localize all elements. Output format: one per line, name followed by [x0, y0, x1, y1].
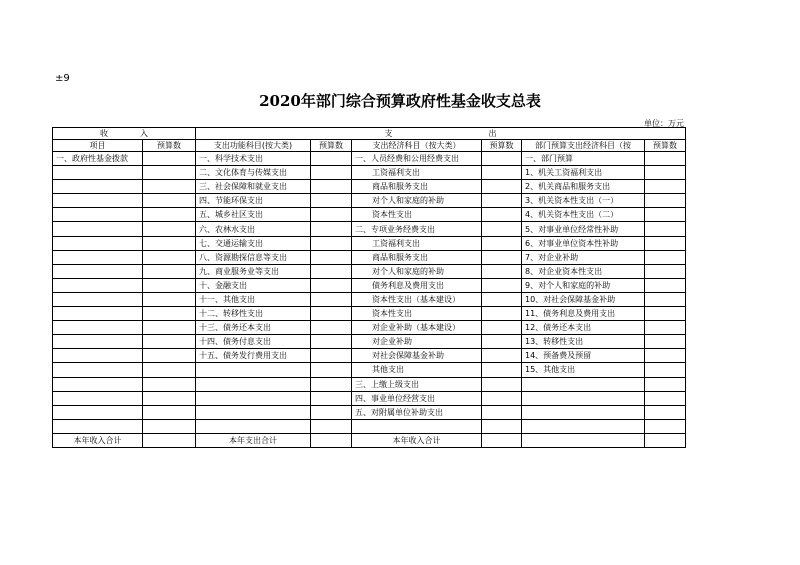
func-budget-cell	[311, 307, 352, 321]
func-item-cell	[196, 363, 311, 377]
func-item-cell: 八、资源勘探信息等支出	[196, 250, 311, 264]
econ-item-cell: 资本性支出	[352, 307, 482, 321]
income-item-cell	[53, 250, 143, 264]
dept-total-value	[645, 433, 686, 447]
table-row	[53, 292, 686, 306]
econ-item-cell	[352, 419, 482, 433]
dept-budget-cell	[645, 166, 686, 180]
econ-budget-cell	[482, 180, 522, 194]
page-title: 2020年部门综合预算政府性基金收支总表	[259, 92, 541, 110]
dept-item-cell: 5、对事业单位经常性补助	[522, 222, 645, 236]
econ-total-value	[482, 433, 522, 447]
dept-budget-cell	[645, 222, 686, 236]
dept-budget-cell	[645, 292, 686, 306]
dept-budget-cell	[645, 405, 686, 419]
econ-budget-cell	[482, 363, 522, 377]
income-budget-cell	[143, 391, 196, 405]
dept-item-cell: 3、机关资本性支出（一）	[522, 194, 645, 208]
income-item-cell	[53, 208, 143, 222]
econ-budget-cell	[482, 264, 522, 278]
dept-item-cell: 8、对企业资本性支出	[522, 264, 645, 278]
econ-budget-cell	[482, 349, 522, 363]
func-item-cell: 七、交通运输支出	[196, 236, 311, 250]
func-item-cell: 十三、债务还本支出	[196, 321, 311, 335]
func-budget-cell	[311, 349, 352, 363]
table-row	[53, 166, 686, 180]
dept-budget-cell	[645, 278, 686, 292]
income-budget-cell	[143, 236, 196, 250]
dept-item-cell: 1、机关工资福利支出	[522, 166, 645, 180]
func-budget-cell	[311, 391, 352, 405]
col-budget-header: 预算数	[482, 140, 522, 152]
dept-item-cell	[522, 391, 645, 405]
table-row	[53, 405, 686, 419]
econ-item-cell: 对社会保障基金补助	[352, 349, 482, 363]
col-budget-header: 预算数	[645, 140, 686, 152]
func-budget-cell	[311, 236, 352, 250]
income-budget-cell	[143, 335, 196, 349]
econ-budget-cell	[482, 152, 522, 166]
income-budget-cell	[143, 307, 196, 321]
func-budget-cell	[311, 292, 352, 306]
dept-item-cell	[522, 377, 645, 391]
func-budget-cell	[311, 152, 352, 166]
func-item-cell: 十二、转移性支出	[196, 307, 311, 321]
income-total-value	[143, 433, 196, 447]
econ-item-cell: 债务利息及费用支出	[352, 278, 482, 292]
econ-budget-cell	[482, 307, 522, 321]
func-budget-cell	[311, 194, 352, 208]
econ-item-cell: 商品和服务支出	[352, 250, 482, 264]
econ-budget-cell	[482, 208, 522, 222]
func-item-cell: 五、城乡社区支出	[196, 208, 311, 222]
dept-budget-cell	[645, 349, 686, 363]
dept-item-cell: 11、债务利息及费用支出	[522, 307, 645, 321]
dept-item-cell: 7、对企业补助	[522, 250, 645, 264]
econ-budget-cell	[482, 419, 522, 433]
econ-budget-cell	[482, 335, 522, 349]
table-row	[53, 419, 686, 433]
func-budget-cell	[311, 321, 352, 335]
col-budget-header: 预算数	[311, 140, 352, 152]
income-item-cell	[53, 194, 143, 208]
income-budget-cell	[143, 264, 196, 278]
income-item-cell	[53, 349, 143, 363]
dept-budget-cell	[645, 363, 686, 377]
income-budget-cell	[143, 180, 196, 194]
dept-budget-cell	[645, 335, 686, 349]
col-item-header: 项目	[53, 140, 143, 152]
func-budget-cell	[311, 222, 352, 236]
col-func-header: 支出功能科目(按大类)	[196, 140, 311, 152]
income-item-cell	[53, 377, 143, 391]
header-row-1	[53, 128, 686, 140]
col-budget-header: 预算数	[143, 140, 196, 152]
dept-item-cell	[522, 405, 645, 419]
func-budget-cell	[311, 278, 352, 292]
econ-item-cell: 三、上缴上级支出	[352, 377, 482, 391]
income-header: 收 入	[53, 128, 196, 140]
econ-budget-cell	[482, 391, 522, 405]
func-budget-cell	[311, 405, 352, 419]
expenditure-header: 支 出	[196, 128, 686, 140]
econ-item-cell: 商品和服务支出	[352, 180, 482, 194]
func-budget-cell	[311, 377, 352, 391]
table-row	[53, 264, 686, 278]
table-row	[53, 349, 686, 363]
econ-budget-cell	[482, 194, 522, 208]
func-item-cell: 二、文化体育与传媒支出	[196, 166, 311, 180]
income-item-cell	[53, 236, 143, 250]
table-row	[53, 391, 686, 405]
func-item-cell: 十五、债务发行费用支出	[196, 349, 311, 363]
econ-budget-cell	[482, 236, 522, 250]
func-budget-cell	[311, 264, 352, 278]
func-item-cell: 十一、其他支出	[196, 292, 311, 306]
econ-item-cell: 工资福利支出	[352, 166, 482, 180]
table-row	[53, 152, 686, 166]
table-row	[53, 180, 686, 194]
econ-item-cell: 对个人和家庭的补助	[352, 194, 482, 208]
dept-budget-cell	[645, 377, 686, 391]
econ-total-label: 本年收入合计	[352, 433, 482, 447]
col-econ-header: 支出经济科目（按大类）	[352, 140, 482, 152]
income-budget-cell	[143, 363, 196, 377]
func-item-cell: 一、科学技术支出	[196, 152, 311, 166]
income-item-cell	[53, 363, 143, 377]
dept-budget-cell	[645, 180, 686, 194]
income-item-cell	[53, 307, 143, 321]
econ-budget-cell	[482, 166, 522, 180]
econ-item-cell: 对企业补助（基本建设）	[352, 321, 482, 335]
income-budget-cell	[143, 419, 196, 433]
income-item-cell	[53, 180, 143, 194]
income-budget-cell	[143, 321, 196, 335]
econ-item-cell: 对企业补助	[352, 335, 482, 349]
func-item-cell: 十四、债务付息支出	[196, 335, 311, 349]
econ-budget-cell	[482, 292, 522, 306]
header-row-2	[53, 140, 686, 152]
income-budget-cell	[143, 250, 196, 264]
income-budget-cell	[143, 222, 196, 236]
dept-item-cell	[522, 419, 645, 433]
unit-label: 单位：万元	[644, 119, 684, 128]
page-label: ±9	[55, 73, 70, 84]
econ-item-cell: 对个人和家庭的补助	[352, 264, 482, 278]
dept-item-cell: 一、部门预算	[522, 152, 645, 166]
table-row	[53, 307, 686, 321]
func-item-cell: 六、农林水支出	[196, 222, 311, 236]
dept-item-cell: 6、对事业单位资本性补助	[522, 236, 645, 250]
econ-budget-cell	[482, 250, 522, 264]
table-row	[53, 208, 686, 222]
func-budget-cell	[311, 180, 352, 194]
income-budget-cell	[143, 405, 196, 419]
table-row	[53, 222, 686, 236]
func-item-cell: 四、节能环保支出	[196, 194, 311, 208]
table-row	[53, 363, 686, 377]
func-item-cell: 九、商业服务业等支出	[196, 264, 311, 278]
dept-budget-cell	[645, 391, 686, 405]
income-item-cell	[53, 391, 143, 405]
econ-item-cell: 资本性支出（基本建设）	[352, 292, 482, 306]
income-budget-cell	[143, 166, 196, 180]
table-row	[53, 335, 686, 349]
income-item-cell	[53, 335, 143, 349]
income-item-cell	[53, 166, 143, 180]
func-item-cell: 十、金融支出	[196, 278, 311, 292]
econ-budget-cell	[482, 405, 522, 419]
budget-table	[52, 127, 686, 448]
income-item-cell	[53, 264, 143, 278]
econ-budget-cell	[482, 321, 522, 335]
dept-item-cell: 13、转移性支出	[522, 335, 645, 349]
income-budget-cell	[143, 208, 196, 222]
dept-item-cell: 12、债务还本支出	[522, 321, 645, 335]
income-budget-cell	[143, 152, 196, 166]
income-item-cell	[53, 222, 143, 236]
dept-total-label	[522, 433, 645, 447]
dept-item-cell: 10、对社会保障基金补助	[522, 292, 645, 306]
table-row	[53, 278, 686, 292]
table-row	[53, 250, 686, 264]
income-item-cell	[53, 321, 143, 335]
dept-item-cell: 9、对个人和家庭的补助	[522, 278, 645, 292]
func-total-value	[311, 433, 352, 447]
func-item-cell	[196, 405, 311, 419]
dept-item-cell: 15、其他支出	[522, 363, 645, 377]
dept-budget-cell	[645, 250, 686, 264]
dept-budget-cell	[645, 321, 686, 335]
dept-item-cell: 2、机关商品和服务支出	[522, 180, 645, 194]
income-budget-cell	[143, 194, 196, 208]
func-budget-cell	[311, 363, 352, 377]
econ-item-cell: 其他支出	[352, 363, 482, 377]
func-item-cell	[196, 377, 311, 391]
dept-budget-cell	[645, 194, 686, 208]
econ-item-cell: 二、专项业务经费支出	[352, 222, 482, 236]
econ-budget-cell	[482, 377, 522, 391]
econ-item-cell: 资本性支出	[352, 208, 482, 222]
econ-item-cell: 五、对附属单位补助支出	[352, 405, 482, 419]
col-dept-econ-header: 部门预算支出经济科目（按	[522, 140, 645, 152]
table-row	[53, 236, 686, 250]
dept-budget-cell	[645, 419, 686, 433]
func-budget-cell	[311, 419, 352, 433]
table-row	[53, 194, 686, 208]
income-item-cell: 一、政府性基金拨款	[53, 152, 143, 166]
func-total-label: 本年支出合计	[196, 433, 311, 447]
dept-budget-cell	[645, 264, 686, 278]
econ-item-cell: 一、人员经费和公用经费支出	[352, 152, 482, 166]
income-item-cell	[53, 419, 143, 433]
income-item-cell	[53, 278, 143, 292]
income-item-cell	[53, 405, 143, 419]
table-row	[53, 321, 686, 335]
income-item-cell	[53, 292, 143, 306]
econ-budget-cell	[482, 222, 522, 236]
func-budget-cell	[311, 208, 352, 222]
func-item-cell	[196, 391, 311, 405]
dept-budget-cell	[645, 152, 686, 166]
econ-item-cell: 四、事业单位经营支出	[352, 391, 482, 405]
income-total-label: 本年收入合计	[53, 433, 143, 447]
func-item-cell: 三、社会保障和就业支出	[196, 180, 311, 194]
econ-budget-cell	[482, 278, 522, 292]
econ-item-cell: 工资福利支出	[352, 236, 482, 250]
table-row	[53, 377, 686, 391]
income-budget-cell	[143, 377, 196, 391]
income-budget-cell	[143, 278, 196, 292]
income-budget-cell	[143, 349, 196, 363]
dept-item-cell: 14、预备费及预留	[522, 349, 645, 363]
totals-row	[53, 433, 686, 447]
income-budget-cell	[143, 292, 196, 306]
func-budget-cell	[311, 166, 352, 180]
func-item-cell	[196, 419, 311, 433]
func-budget-cell	[311, 335, 352, 349]
func-budget-cell	[311, 250, 352, 264]
dept-item-cell: 4、机关资本性支出（二）	[522, 208, 645, 222]
dept-budget-cell	[645, 307, 686, 321]
dept-budget-cell	[645, 208, 686, 222]
dept-budget-cell	[645, 236, 686, 250]
